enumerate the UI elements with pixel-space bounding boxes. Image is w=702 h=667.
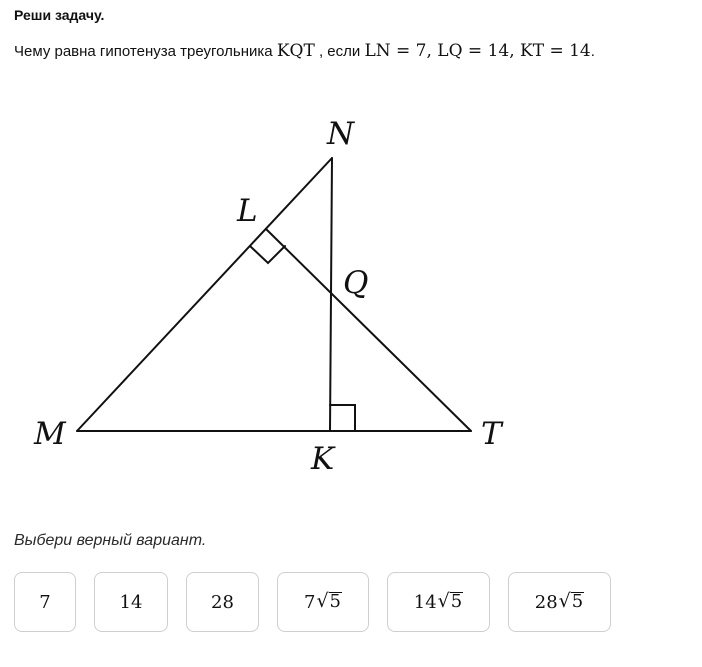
question-mid: , если: [314, 43, 365, 60]
option-7-sqrt-5[interactable]: [277, 572, 369, 632]
label-T: T: [481, 416, 502, 452]
option-radicand: 5: [450, 591, 463, 613]
label-M: M: [34, 416, 66, 452]
question-prefix: Чему равна гипотенуза треугольника: [14, 43, 277, 60]
option-coef: 7: [303, 591, 316, 613]
label-L: L: [237, 193, 258, 229]
option-coef: 14: [119, 591, 143, 613]
option-radicand: 5: [329, 591, 341, 613]
option-coef: 7: [39, 591, 51, 613]
option-coef: 14: [413, 591, 437, 613]
label-N: N: [327, 116, 355, 152]
right-angle-mark-K: [330, 405, 355, 431]
label-Q: Q: [343, 265, 369, 301]
option-7[interactable]: [14, 572, 76, 632]
option-coef: 28: [534, 591, 558, 613]
question-condition: LN = 7, LQ = 14, KT = 14: [364, 41, 591, 61]
option-radicand: 5: [571, 591, 584, 613]
sqrt-symbol: √ 5: [558, 590, 584, 613]
option-coef: 28: [211, 591, 234, 613]
option-28-sqrt-5[interactable]: [508, 572, 611, 632]
right-angle-mark-L: [250, 246, 285, 263]
question-suffix: .: [590, 43, 595, 60]
option-14-sqrt-5[interactable]: [387, 572, 490, 632]
sqrt-symbol: √ 5: [437, 590, 463, 613]
option-14[interactable]: [94, 572, 168, 632]
segment-MN: [77, 158, 332, 431]
option-28[interactable]: [186, 572, 259, 632]
sqrt-symbol: √ 5: [316, 590, 341, 613]
question-triangle: KQT: [276, 41, 315, 61]
segment-LT: [266, 229, 471, 431]
task-title: Реши задачу.: [14, 7, 105, 23]
label-K: K: [311, 441, 335, 477]
answer-prompt: Выбери верный вариант.: [14, 532, 207, 549]
